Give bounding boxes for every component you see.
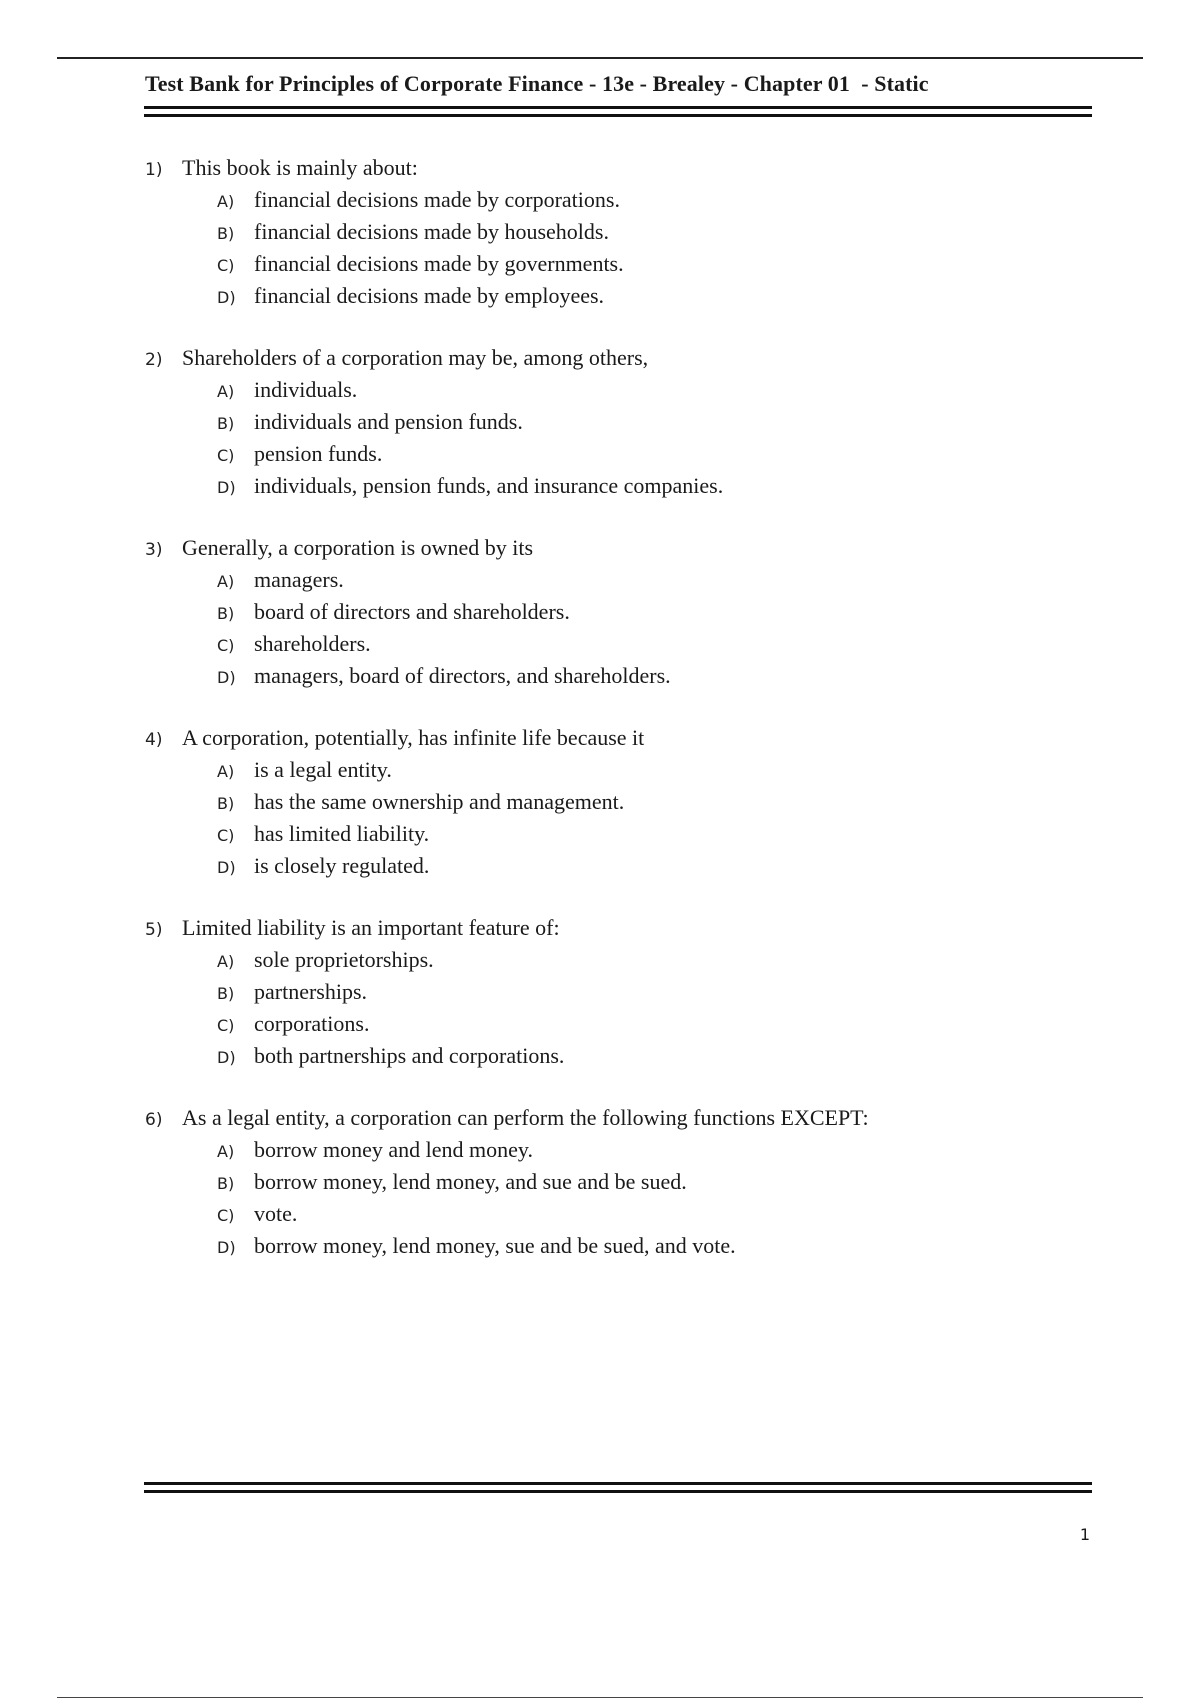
question-number: 6) [145,1110,163,1130]
answer-option-b [217,786,1085,818]
answer-options [145,184,1085,312]
question-4 [145,722,1085,882]
question-text: As a legal entity, a corporation can perform the following functions EXCEPT: [182,1105,869,1130]
option-letter: A) [217,1142,235,1161]
option-letter: C) [217,1016,235,1035]
answer-option-d [217,470,1085,502]
question-2 [145,342,1085,502]
question-number: 1) [145,160,163,180]
question-stem [145,342,1085,374]
option-letter: D) [217,288,236,307]
option-text: borrow money and lend money. [254,1137,534,1162]
option-letter: B) [217,604,235,623]
question-stem [145,722,1085,754]
answer-option-a [217,184,1085,216]
option-letter: D) [217,858,236,877]
answer-option-a [217,944,1085,976]
answer-options [145,754,1085,882]
page-top-border [57,57,1143,59]
option-text: corporations. [254,1011,370,1036]
answer-option-c [217,628,1085,660]
footer-double-rule [144,1482,1092,1493]
answer-options [145,374,1085,502]
question-list [145,152,1085,1292]
answer-option-c [217,1008,1085,1040]
option-letter: B) [217,1174,235,1193]
answer-option-a [217,1134,1085,1166]
question-text: Shareholders of a corporation may be, among others, [182,345,649,370]
option-letter: D) [217,1048,236,1067]
answer-option-b [217,406,1085,438]
option-letter: C) [217,636,235,655]
option-letter: A) [217,382,235,401]
option-text: individuals. [254,377,358,402]
document-header-title: Test Bank for Principles of Corporate Finance - 13e - Brealey - Chapter 01 - Static [145,71,929,96]
option-letter: B) [217,224,235,243]
question-1 [145,152,1085,312]
option-text: managers, board of directors, and shareholders. [254,663,671,688]
option-text: financial decisions made by corporations. [254,187,620,212]
question-text: Limited liability is an important feature of: [182,915,560,940]
question-number: 3) [145,540,163,560]
page-bottom-border [57,1697,1143,1698]
option-text: borrow money, lend money, sue and be sued, and vote. [254,1233,736,1258]
option-letter: A) [217,762,235,781]
question-text: This book is mainly about: [182,155,418,180]
question-stem [145,912,1085,944]
option-text: financial decisions made by governments. [254,251,624,276]
option-letter: A) [217,572,235,591]
option-letter: D) [217,1238,236,1257]
option-letter: B) [217,794,235,813]
answer-option-c [217,438,1085,470]
header-double-rule [144,106,1092,117]
option-text: managers. [254,567,344,592]
answer-options [145,564,1085,692]
option-text: sole proprietorships. [254,947,434,972]
answer-option-c [217,1198,1085,1230]
answer-option-c [217,818,1085,850]
option-letter: C) [217,256,235,275]
answer-options [145,1134,1085,1262]
answer-option-a [217,374,1085,406]
answer-option-c [217,248,1085,280]
option-letter: A) [217,192,235,211]
option-text: shareholders. [254,631,371,656]
answer-option-d [217,1040,1085,1072]
option-text: is closely regulated. [254,853,430,878]
answer-option-d [217,850,1085,882]
question-number: 5) [145,920,163,940]
answer-options [145,944,1085,1072]
question-text: A corporation, potentially, has infinite life because it [182,725,645,750]
option-text: financial decisions made by employees. [254,283,605,308]
answer-option-a [217,754,1085,786]
answer-option-b [217,216,1085,248]
answer-option-b [217,1166,1085,1198]
option-text: financial decisions made by households. [254,219,609,244]
question-6 [145,1102,1085,1262]
option-text: pension funds. [254,441,383,466]
option-text: vote. [254,1201,298,1226]
option-letter: C) [217,446,235,465]
option-letter: B) [217,414,235,433]
option-text: has the same ownership and management. [254,789,625,814]
option-letter: C) [217,826,235,845]
answer-option-b [217,596,1085,628]
option-letter: C) [217,1206,235,1225]
answer-option-d [217,660,1085,692]
option-letter: D) [217,478,236,497]
question-stem [145,1102,1085,1134]
question-5 [145,912,1085,1072]
question-3 [145,532,1085,692]
option-text: individuals, pension funds, and insurance companies. [254,473,724,498]
option-letter: B) [217,984,235,1003]
page-number: 1 [1079,1525,1090,1544]
question-text: Generally, a corporation is owned by its [182,535,534,560]
option-letter: D) [217,668,236,687]
question-number: 4) [145,730,163,750]
option-text: individuals and pension funds. [254,409,523,434]
question-stem [145,152,1085,184]
answer-option-a [217,564,1085,596]
option-text: is a legal entity. [254,757,392,782]
option-text: both partnerships and corporations. [254,1043,565,1068]
option-text: board of directors and shareholders. [254,599,570,624]
answer-option-d [217,1230,1085,1262]
option-text: has limited liability. [254,821,430,846]
question-stem [145,532,1085,564]
answer-option-d [217,280,1085,312]
answer-option-b [217,976,1085,1008]
option-text: borrow money, lend money, and sue and be sued. [254,1169,687,1194]
option-text: partnerships. [254,979,368,1004]
question-number: 2) [145,350,163,370]
option-letter: A) [217,952,235,971]
